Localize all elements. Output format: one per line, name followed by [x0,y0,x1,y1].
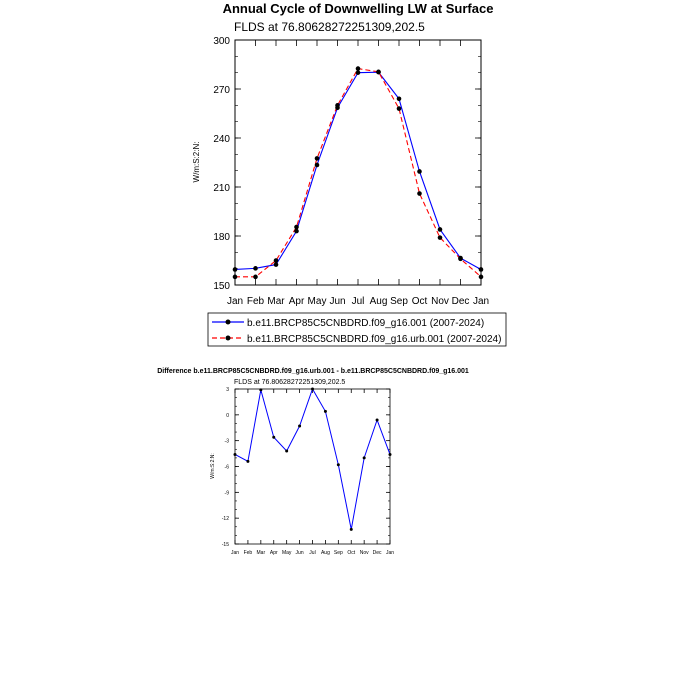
diff-plot-frame [235,389,390,544]
diff-chart [157,368,469,556]
data-point [272,436,275,439]
data-point [253,266,258,271]
x-tick-label: Nov [359,550,369,556]
y-tick-label: 150 [213,281,230,292]
data-point [298,425,301,428]
y-tick-label: 300 [213,36,230,47]
main-series-lines [235,69,481,277]
y-tick-label: -9 [224,490,229,497]
series-line-1 [235,389,390,529]
x-tick-label: Aug [369,296,388,307]
x-tick-label: Feb [243,550,253,556]
y-tick-label: 240 [213,134,230,145]
x-tick-label: Aug [320,550,330,556]
x-tick-label: Apr [288,296,305,307]
x-tick-label: Dec [451,296,470,307]
main-chart [192,1,493,307]
x-tick-label: Jan [385,550,395,556]
data-point [389,453,392,456]
data-point [285,450,288,453]
x-tick-label: May [281,550,292,556]
data-point [438,227,443,232]
data-point [417,169,422,174]
y-tick-label: 0 [226,412,229,419]
data-point [376,419,379,422]
data-point [234,453,237,456]
data-point [274,262,279,267]
data-point [350,528,353,531]
y-tick-label: -12 [221,516,229,523]
x-tick-label: Jan [226,296,244,307]
data-point [335,103,340,108]
data-point [259,388,262,391]
diff-chart-title: Difference b.e11.BRCP85C5CNBDRD.f09_g16.urb.001 - b.e11.BRCP85C5CNBDRD.f09_g16.001 [157,368,469,375]
data-point [246,460,249,463]
data-point [315,156,320,161]
main-legend [208,313,506,346]
legend-label-1: b.e11.BRCP85C5CNBDRD.f09_g16.001 (2007-2024) [247,318,485,329]
series-line-1 [235,72,481,269]
series-line-2 [235,69,481,277]
x-tick-label: Jun [295,550,304,556]
main-chart-subtitle: FLDS at 76.80628272251309,202.5 [234,20,425,34]
y-tick-label: -6 [224,464,229,471]
x-tick-label: May [307,296,327,307]
x-tick-label: Jun [329,296,346,307]
y-tick-label: 210 [213,183,230,194]
diff-series-lines [235,389,390,529]
data-point [438,235,443,240]
y-tick-label: 180 [213,232,230,243]
data-point [363,456,366,459]
legend-marker-1 [226,320,231,325]
x-tick-label: Jul [309,550,316,556]
x-tick-label: Jan [230,550,240,556]
x-tick-label: Mar [256,550,266,556]
x-tick-label: Nov [431,296,449,307]
data-point [274,258,279,263]
data-point [294,225,299,230]
y-tick-label: 3 [226,387,229,393]
data-point [376,70,381,75]
main-series-points [233,66,484,279]
x-tick-label: Oct [411,296,428,307]
data-point [479,275,484,280]
data-point [233,275,238,280]
x-tick-label: Mar [267,296,285,307]
main-y-axis-label: W/m:S:2:N: [192,141,201,183]
legend-entry-1 [212,318,484,329]
data-point [315,163,320,168]
x-tick-label: Jul [351,296,365,307]
data-point [311,388,314,391]
diff-chart-subtitle: FLDS at 76.80628272251309,202.5 [234,379,346,386]
x-tick-label: Apr [269,550,278,556]
data-point [253,275,258,280]
diff-y-axis-label: W/m:S:2:N: [210,453,216,479]
x-tick-label: Sep [390,296,408,307]
data-point [458,257,463,262]
data-point [397,106,402,111]
x-tick-label: Dec [372,550,382,556]
legend-entry-2 [212,334,501,345]
data-point [337,463,340,466]
legend-marker-2 [226,336,231,341]
x-tick-label: Feb [246,296,265,307]
main-chart-title: Annual Cycle of Downwelling LW at Surface [222,1,494,16]
main-plot-frame [235,40,481,285]
x-tick-label: Sep [333,550,343,556]
data-point [233,267,238,272]
y-tick-label: -3 [224,438,229,445]
data-point [397,97,402,102]
legend-label-2: b.e11.BRCP85C5CNBDRD.f09_g16.urb.001 (2007-2024) [247,334,502,345]
data-point [324,410,327,413]
x-tick-label: Oct [347,550,356,556]
x-tick-label: Jan [472,296,490,307]
data-point [356,66,361,71]
data-point [294,229,299,234]
y-tick-label: -15 [221,542,229,548]
data-point [417,191,422,196]
y-tick-label: 270 [213,85,230,96]
data-point [479,267,484,272]
diff-axis-ticks [222,387,394,556]
data-point [356,70,361,75]
